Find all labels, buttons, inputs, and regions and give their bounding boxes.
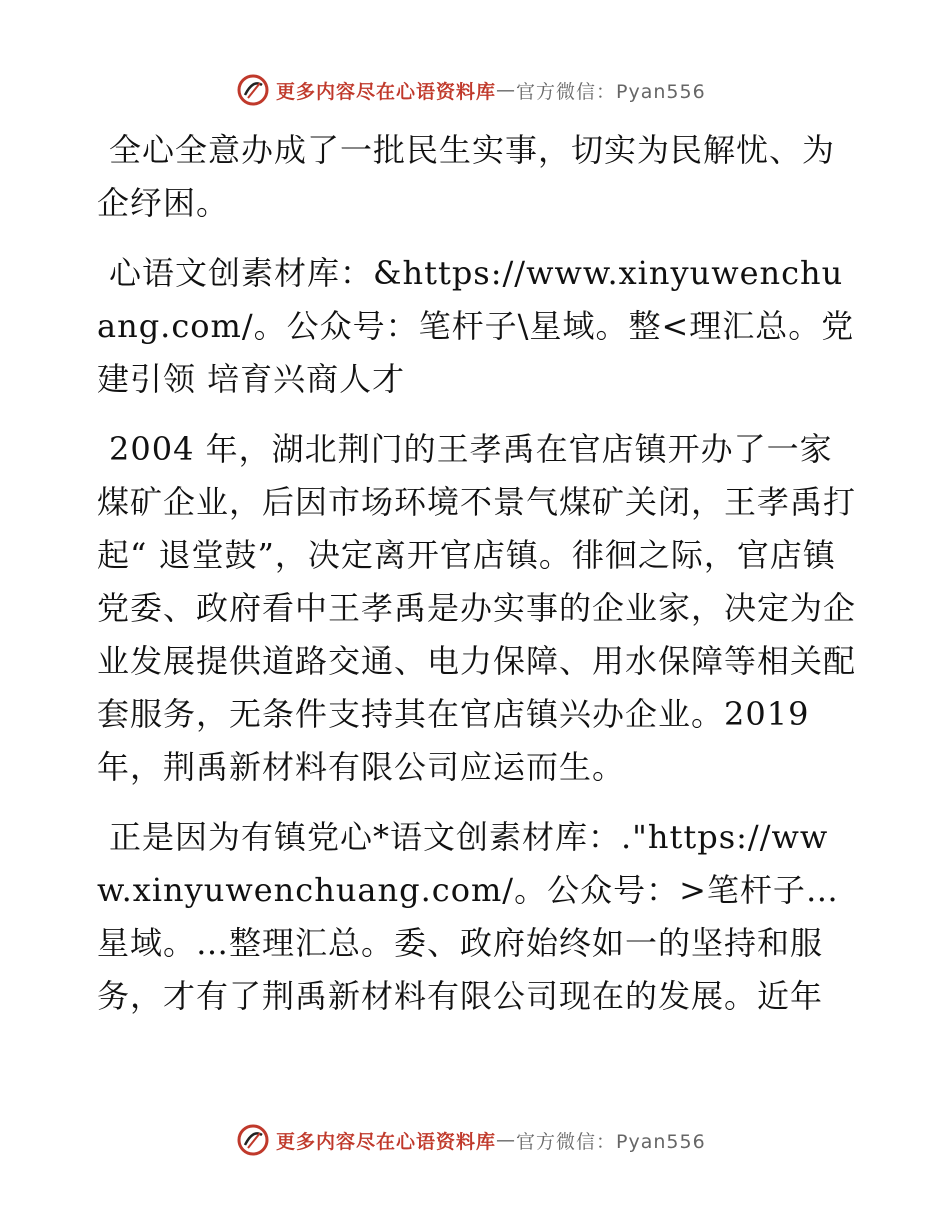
watermark-contact-text: 官方微信：Pyan556: [516, 1130, 706, 1153]
paragraph-4: 正是因为有镇党心*语文创素材库：."https://www.xinyuwenchuang.com/。公众号：>笔杆子…星域。…整理汇总。委、政府始终如一的坚持和服务，才有了荆禹新材料有限公司现在的发展。近年: [97, 818, 839, 1015]
brand-logo-icon: [236, 1123, 270, 1157]
header-watermark: [236, 72, 706, 108]
paragraph-2: 心语文创素材库：&https://www.xinyuwenchuang.com/。公众号：笔杆子\星域。整<理汇总。党建引领 培育兴商人才: [97, 254, 855, 398]
watermark-brand-text: 更多内容尽在心语资料库: [276, 80, 497, 103]
watermark-dash: —: [496, 79, 517, 101]
watermark-contact-text: 官方微信：Pyan556: [516, 80, 706, 103]
brand-logo-icon: [236, 73, 270, 107]
footer-watermark: [236, 1122, 706, 1158]
paragraph-3: 2004 年，湖北荆门的王孝禹在官店镇开办了一家煤矿企业，后因市场环境不景气煤矿关闭，王孝禹打起“ 退堂鼓”，决定离开官店镇。徘徊之际，官店镇党委、政府看中王孝禹是办实事的企业家，决定为企业发展提供道路交通、电力保障、用水保障等相关配套服务，无条件支持其在官店镇兴办企业。2019 年，荆禹新材料有限公司应运而生。: [97, 430, 857, 786]
watermark-brand-text: 更多内容尽在心语资料库: [276, 1130, 497, 1153]
paragraph-1: 全心全意办成了一批民生实事，切实为民解忧、为企纾困。: [97, 131, 836, 222]
watermark-dash: —: [496, 1129, 517, 1151]
document-body: [97, 124, 857, 1040]
